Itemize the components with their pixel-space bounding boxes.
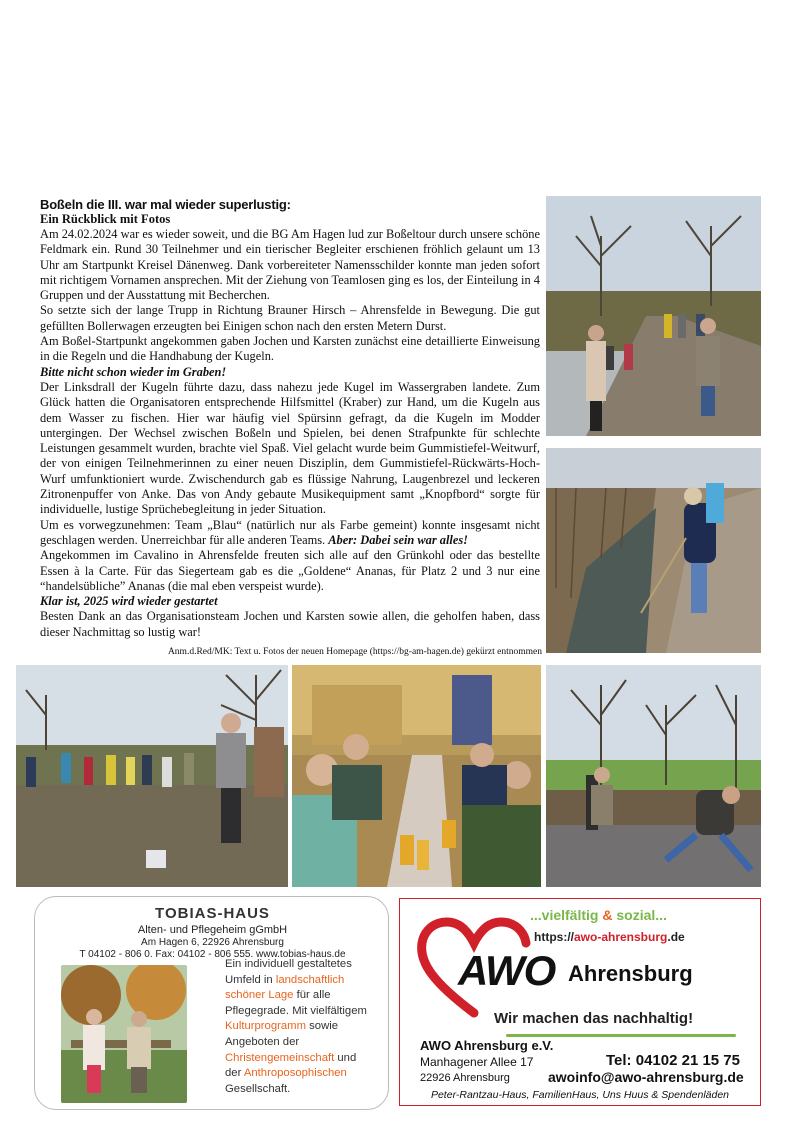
article-paragraph [40,518,540,549]
tobias-highlight: Anthroposophischen [243,1067,347,1080]
awo-logo: AWO [458,947,556,994]
awo-slogan: Wir machen das nachhaltig! [494,1010,694,1027]
awo-logo-city: Ahrensburg [568,961,693,986]
article-paragraph: Am Boßel-Startpunkt angekommen gaben Jochen und Karsten zunächst eine detaillierte Einweisung in die Regeln und die Handhabung der Kugeln. [40,334,540,364]
photo-boot-throw [546,665,761,887]
awo-org: AWO Ahrensburg e.V. [420,1038,554,1053]
awo-ad [399,898,761,1106]
article-paragraph: Besten Dank an das Organisationsteam Jochen und Karsten sowie allen, die geholfen haben, dass dieser Nachmittag so lustig war! [40,609,540,639]
article-paragraph: So setzte sich der lange Trupp in Richtung Brauner Hirsch – Ahrensfelde in Bewegung. Die gut gefüllten Bollerwagen erzeugten bei Einigen schon nach den ersten Metern Durst. [40,303,540,333]
tobias-highlight: landschaftlich schöner Lage [225,973,345,1002]
article-section-heading: Bitte nicht schon wieder im Graben! [40,364,227,379]
tobias-haus-ad [34,896,389,1110]
awo-phone: Tel: 04102 21 15 75 [606,1052,740,1069]
tobias-text: Ein individuell gestaltetes Umfeld in [225,958,352,986]
awo-url-part: https:// [534,930,574,944]
awo-email[interactable]: awoinfo@awo-ahrensburg.de [548,1069,744,1085]
article-section-heading: Klar ist, 2025 wird wieder gestartet [40,594,218,609]
awo-url[interactable] [534,930,685,944]
tobias-text: und der [225,1051,357,1080]
article-paragraph: Angekommen im Cavalino in Ahrensfelde freuten sich alle auf den Grünkohl oder das bestellte Essen à la Carte. Für das Siegerteam gab es die „Goldene“ Ananas, für Platz 2 und 3 nur eine “handelsübliche” Ananas (die mal eben verspeist wurde). [40,548,540,593]
article-paragraph: Am 24.02.2024 war es wieder soweit, und die BG Am Hagen lud zur Boßeltour durch unsere schöne Feldmark ein. Rund 30 Teilnehmer und ein tierischer Begleiter erschienen fröhlich gelaunt um 13 Uhr am Startpunkt Kreisel Dänenweg. Dank vorbereiteter Namensschilder konnte man jeden sofort mit richtigem Vornamen ansprechen. Mit der Ziehung von Teamlosen ging es los, der Einteilung in 4 Gruppen und der Ausstattung mit Becherchen. [40,227,540,303]
awo-street: Manhagener Allee 17 [420,1055,534,1069]
tobias-haus-contact: T 04102 - 806 0. Fax: 04102 - 806 555. www.tobias-haus.de [79,949,346,960]
article-emphasis: Aber: Dabei sein war alles! [328,532,468,547]
photo-group-start [16,665,288,887]
awo-tagline [530,907,667,923]
awo-url-part: awo-ahrensburg [574,930,668,944]
tobias-haus-photo [61,965,187,1103]
tobias-text: Gesellschaft. [225,1082,291,1095]
photo-credit: Anm.d.Red/MK: Text u. Fotos der neuen Homepage (https://bg-am-hagen.de) gekürzt entnommen [167,647,542,657]
awo-city: 22926 Ahrensburg [420,1072,510,1084]
article [40,197,540,640]
awo-tag-part: ...vielfältig [530,907,599,923]
awo-footer: Peter-Rantzau-Haus, FamilienHaus, Uns Huus & Spendenläden [430,1089,730,1101]
article-headline: Boßeln die III. war mal wieder superlustig: [40,197,291,212]
tobias-text: sowie Angeboten der [225,1020,339,1048]
article-text: Um es vorwegzunehmen: Team „Blau“ (natürlich nur als Farbe gemeint) konnte insgesamt nicht geschlagen werden. Unerreichbar für alle anderen Teams. [40,517,540,547]
photo-restaurant [292,665,541,887]
awo-tag-part: sozial [616,907,656,923]
awo-tag-part: ... [655,907,667,923]
tobias-haus-address: Am Hagen 6, 22926 Ahrensburg [141,937,284,948]
awo-green-line [506,1034,736,1037]
article-paragraph: Der Linksdrall der Kugeln führte dazu, dass nahezu jede Kugel im Wassergraben landete. Zum Glück hatten die Organisatoren entsprechende Hilfsmittel (Kraber) zur Hand, um die Kugeln aus dem Wasser zu fischen. Hier war häufig viel Spürsinn gefragt, da die Kugeln im Modder untergingen. Der Wechsel zwischen Boßeln und Spielen, bei denen Strafpunkte für schlechte Leistungen gesammelt wurden, brachte viel Spaß. Viel gelacht wurde beim Gummistiefel-Weitwurf, der von einigen Teilnehmerinnen zu einer neuen Disziplin, dem Gummistiefel-Rückwärts-Hoch-Wurf umfunktioniert wurde. Zwischendurch gab es flüssige Nahrung, Laugenbrezel und leckeren Zitronenpuffer von Anke. Das von Andy gebaute Musikequipment samt „Knopfbord“ sorgte für individuelle, lustige Sprüchebegleitung in jeder Situation. [40,379,540,517]
tobias-haus-description [225,957,375,1097]
awo-url-part: .de [667,930,685,944]
photo-ditch-fishing [546,448,761,653]
tobias-haus-subtitle: Alten- und Pflegeheim gGmbH [137,924,288,936]
tobias-haus-name: TOBIAS-HAUS [155,905,270,922]
article-subhead: Ein Rückblick mit Fotos [40,212,171,226]
tobias-highlight: Christengemeinschaft [225,1051,335,1064]
photo-walk-road [546,196,761,436]
awo-tag-part: & [598,907,617,923]
tobias-text: für alle Pflegegrade. Mit vielfältigem [225,989,367,1017]
tobias-highlight: Kulturprogramm [225,1020,306,1033]
